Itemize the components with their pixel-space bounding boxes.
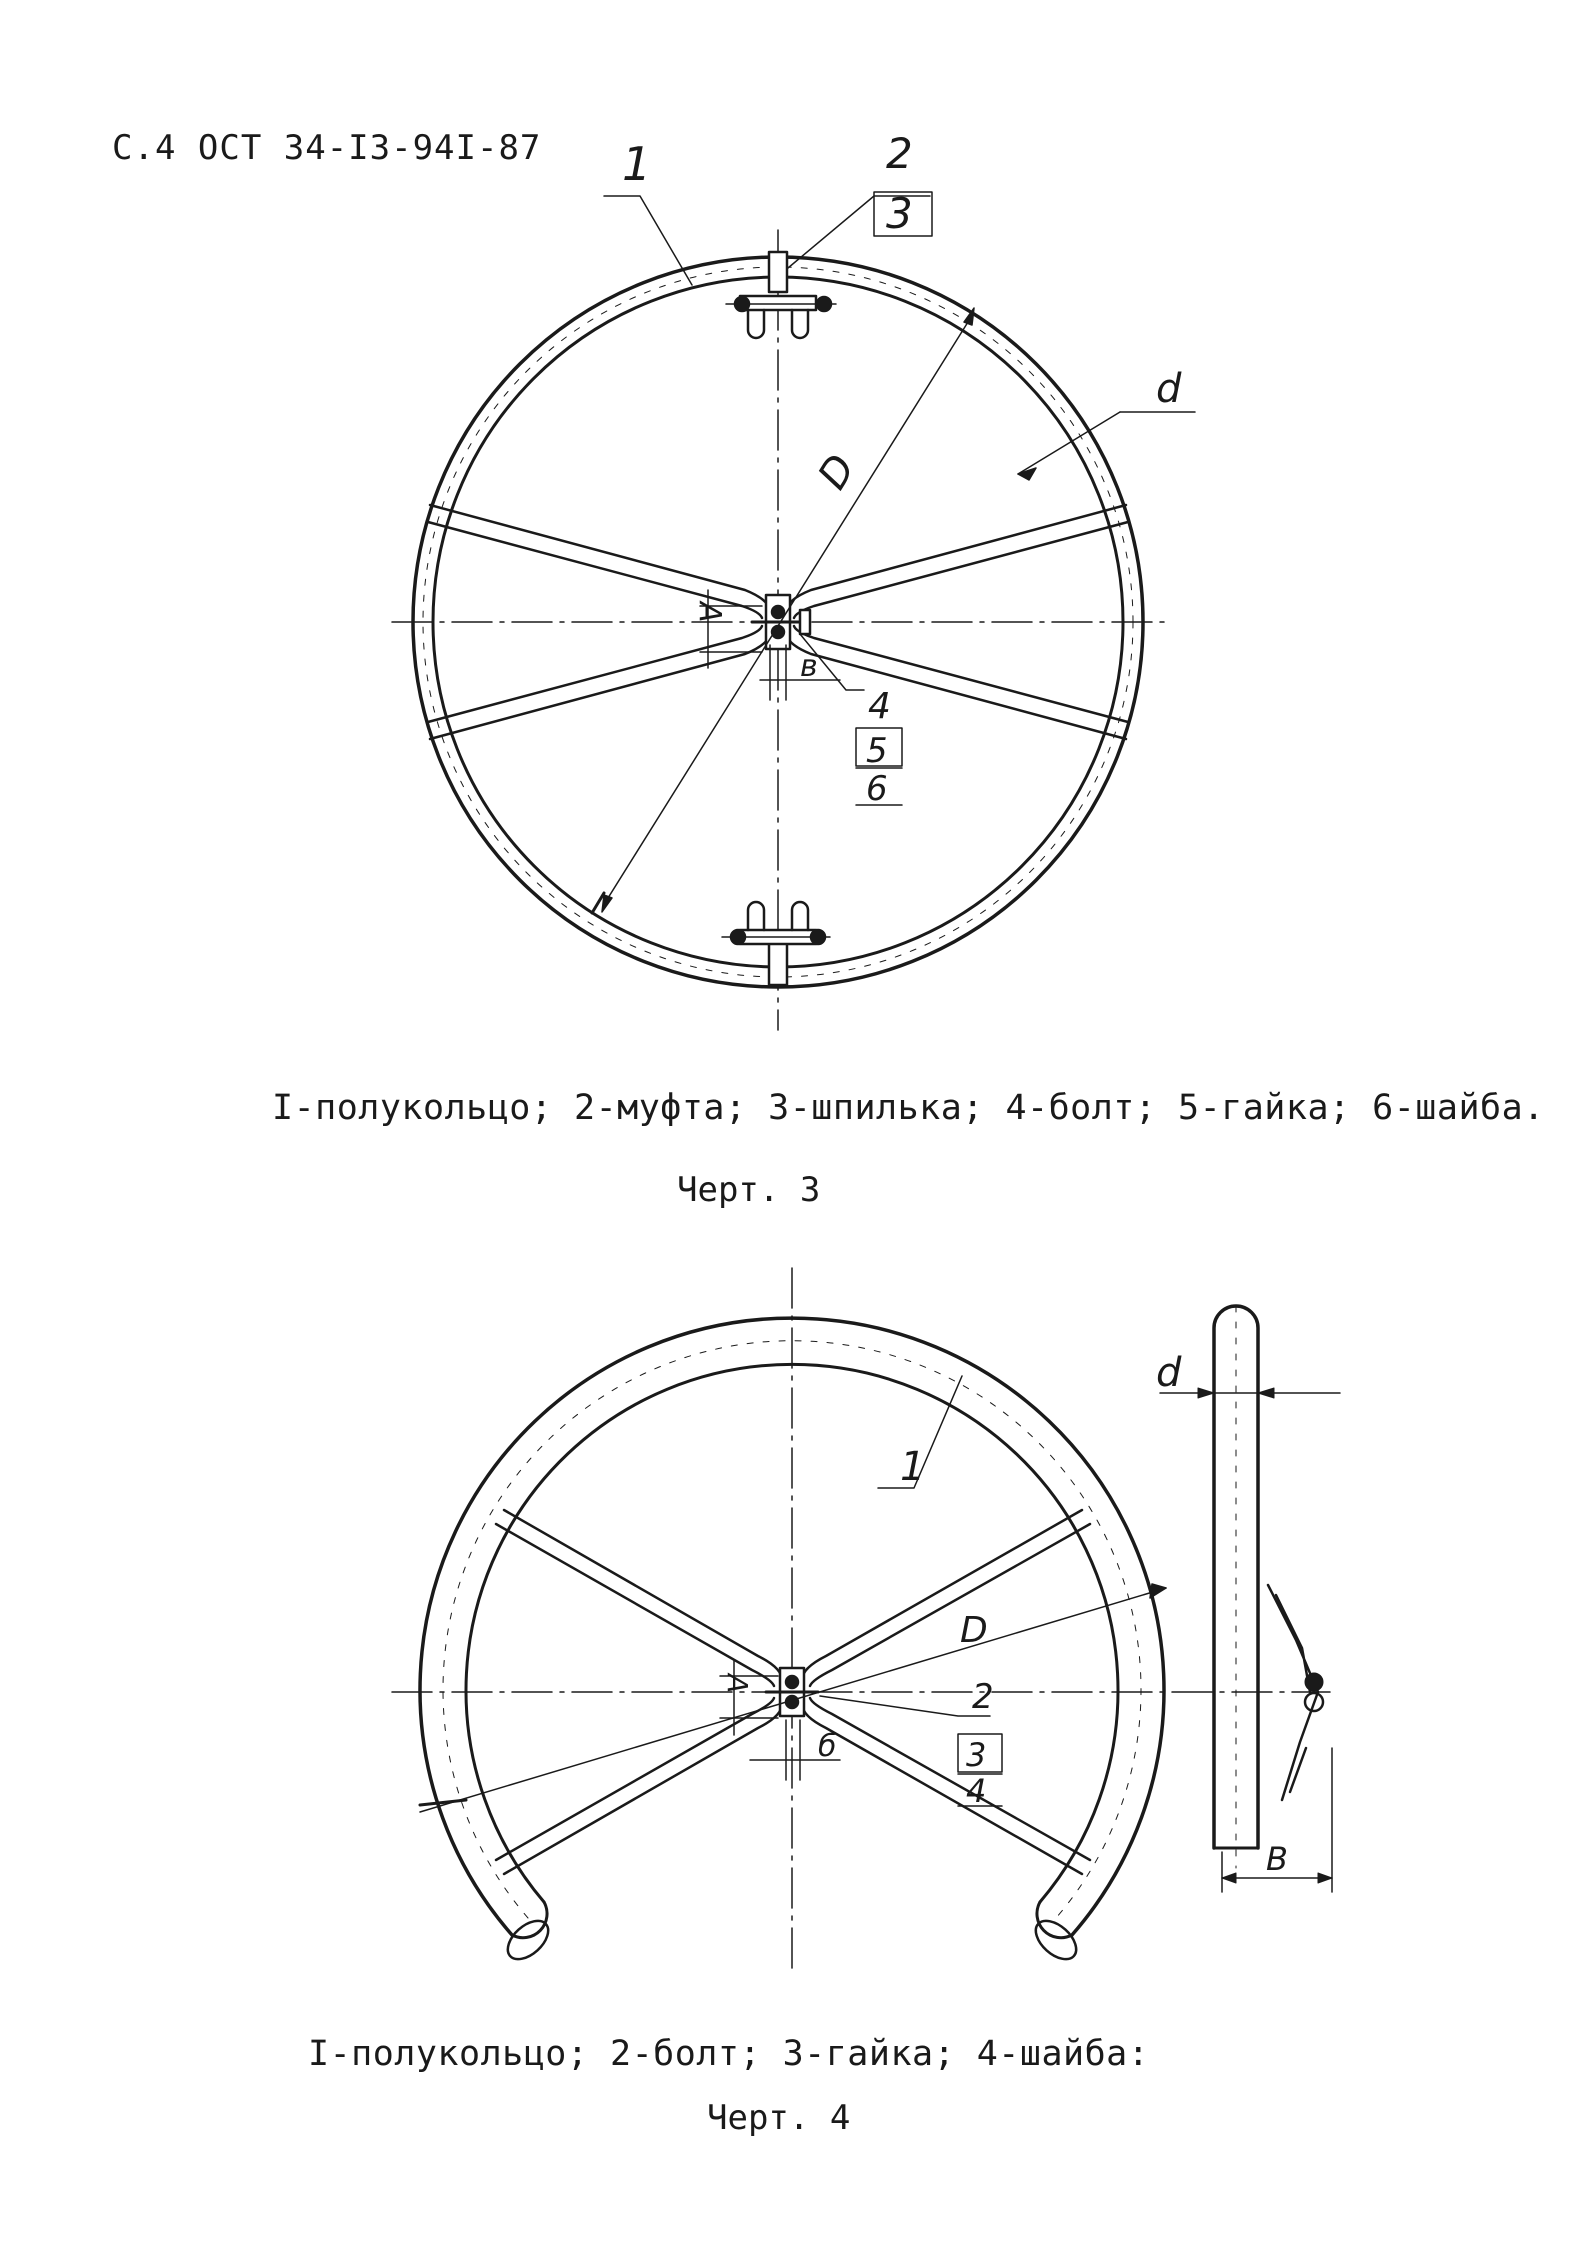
fig3-d-dim <box>1018 412 1195 480</box>
figure4-caption: I-полукольцо; 2-болт; 3-гайка; 4-шайба: <box>308 2034 1150 2074</box>
fig3-callout-6: 6 <box>866 769 888 809</box>
fig4-dim-B: В <box>1266 1840 1288 1878</box>
fig4-callout-1: 1 <box>900 1444 926 1490</box>
fig4-callout-2: 2 <box>972 1677 994 1717</box>
fig3-callout-1: 1 <box>622 137 652 191</box>
fig4-A-dim <box>720 1660 778 1735</box>
fig3-dim-D: D <box>809 446 865 498</box>
fig4-side-view <box>1160 1306 1340 1892</box>
figure3-caption: I-полукольцо; 2-муфта; 3-шпилька; 4-болт; 5-гайка; 6-шайба. <box>272 1088 1545 1128</box>
figure3-drawing <box>392 192 1195 1030</box>
fig3-dim-d: d <box>1156 366 1182 412</box>
fig3-dim-B: в <box>800 649 818 684</box>
fig3-dim-A: A <box>692 602 727 623</box>
figure4-drawing <box>392 1268 1340 1968</box>
fig4-dim-b: б <box>818 1729 837 1764</box>
fig3-top-coupling <box>726 252 836 338</box>
fig3-bottom-coupling <box>722 902 830 985</box>
fig4-dim-d: d <box>1156 1350 1182 1396</box>
fig4-dim-D: D <box>960 1610 988 1651</box>
fig3-callout-3: 3 <box>886 189 913 238</box>
fig4-callout-4: 4 <box>966 1772 987 1810</box>
fig3-callout-5: 5 <box>866 731 888 771</box>
figure4-label: Черт. 4 <box>707 2098 851 2138</box>
fig4-callout-3: 3 <box>966 1736 987 1774</box>
fig4-center-bolt <box>766 1668 818 1716</box>
page-header: С.4 ОСТ 34-I3-94I-87 <box>112 128 542 168</box>
fig4-dim-A: A <box>721 1674 754 1694</box>
figure3-label: Черт. 3 <box>677 1170 821 1210</box>
fig3-callout-2: 2 <box>886 129 913 178</box>
fig3-callout-4: 4 <box>868 686 891 727</box>
